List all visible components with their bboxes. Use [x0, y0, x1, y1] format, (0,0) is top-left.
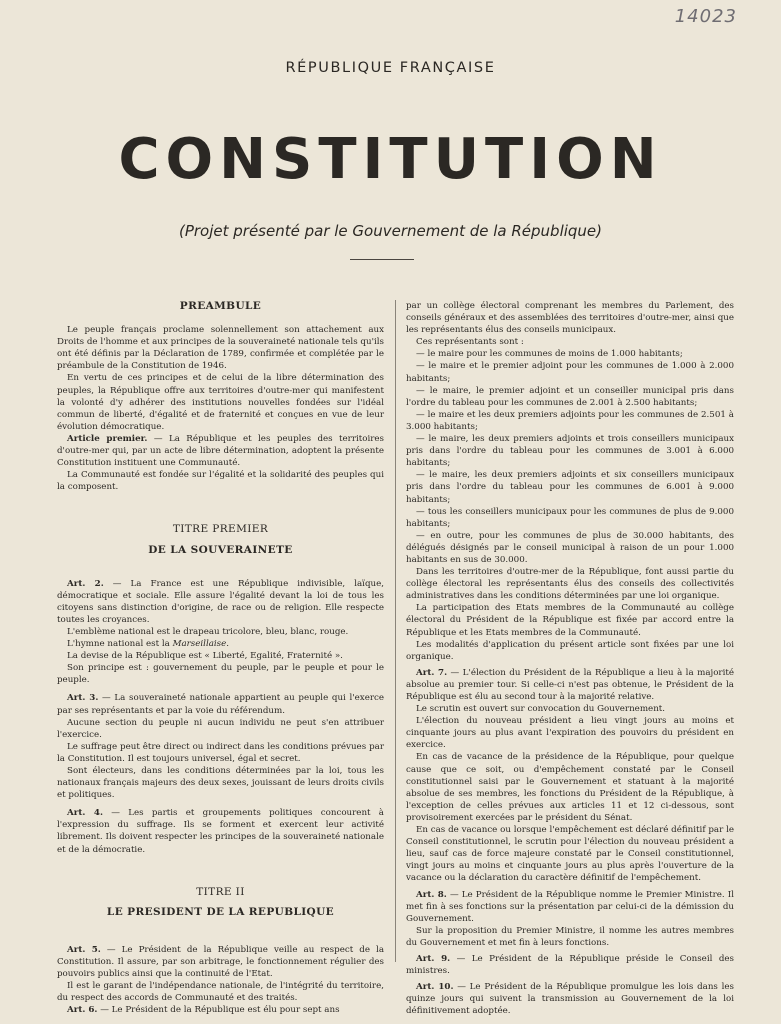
article-paragraph: Il est le garant de l'indépendance nationale, de l'intégrité du territoire, du respect des accords de Communauté et des traités. [57, 981, 384, 1004]
article-4: Art. 4. — Les partis et groupements politiques concourent à l'expression du suffrage. Ils se forment et exercent leur activité librement. Ils doivent respecter les principes de la souveraineté nationale et de la démocratie. [57, 808, 384, 855]
list-item: — le maire, les deux premiers adjoints et trois conseillers municipaux pris dans l'ordre du tableau pour les communes de 3.001 à 6.000 habitants; [406, 434, 734, 469]
article-label: Art. 2. [67, 578, 104, 589]
list-item: — le maire, le premier adjoint et un conseiller municipal pris dans l'ordre du tableau pour les communes de 2.001 à 2.500 habitants; [406, 385, 734, 408]
article-paragraph: Sont électeurs, dans les conditions déterminées par la loi, tous les nationaux français majeurs des deux sexes, jouissant de leurs droits civils et politiques. [57, 766, 384, 801]
article-paragraph: L'emblème national est le drapeau tricolore, bleu, blanc, rouge. [67, 626, 349, 637]
list-item: — en outre, pour les communes de plus de 30.000 habitants, des délégués désignés par le conseil municipal à raison de un pour 1.000 habitants en sus de 30.000. [406, 530, 734, 565]
list-item: — le maire pour les communes de moins de 1.000 habitants; [416, 349, 683, 360]
handwritten-note: 14023 [674, 6, 737, 27]
republic-heading: RÉPUBLIQUE FRANÇAISE [285, 60, 496, 76]
preamble-paragraph: Le peuple français proclame solennellement son attachement aux Droits de l'homme et aux principes de la souveraineté nationale tels qu'ils ont été définis par la Déclaration de 1789, confirmée et complétée par le préambule de la Constitution de 1946. [57, 325, 384, 372]
article-8: Art. 8. — Le Président de la République nomme le Premier Ministre. Il met fin à ses fonctions sur la présentation par celui-ci de la démission du Gouvernement. [406, 889, 734, 924]
article-label: Art. 7. [416, 667, 448, 678]
article-label: Art. 10. [416, 982, 454, 993]
article-paragraph: Sur la proposition du Premier Ministre, il nomme les autres membres du Gouvernement et met fin à leurs fonctions. [406, 925, 734, 948]
list-item: — tous les conseillers municipaux pour les communes de plus de 9.000 habitants; [406, 506, 734, 529]
article-paragraph: Dans les territoires d'outre-mer de la République, font aussi partie du collège électoral les représentants élus des conseils des collectivités administratives dans les conditions déterminées par une loi organique. [406, 567, 734, 602]
article-label: Art. 3. [67, 693, 99, 704]
title-rule [350, 259, 414, 260]
article-9: Art. 9. — Le Président de la République préside le Conseil des ministres. [406, 953, 734, 977]
article-label: Art. 5. [67, 944, 101, 955]
article-3: Art. 3. — La souveraineté nationale appartient au peuple qui l'exerce par ses représentants et par la voie du référendum. [57, 693, 384, 716]
left-column [57, 300, 384, 1016]
article-paragraph: par un collège électoral comprenant les membres du Parlement, des conseils généraux et des assemblées des territoires d'outre-mer, ainsi que les représentants élus des conseils municipaux. [406, 301, 734, 336]
article-label: Art. 9. [416, 953, 451, 964]
article-paragraph: L'élection du nouveau président a lieu vingt jours au moins et cinquante jours au plus avant l'expiration des pouvoirs du président en exercice. [406, 716, 734, 751]
article-paragraph: Ces représentants sont : [416, 337, 524, 348]
article-label: Art. 6. [67, 1005, 98, 1016]
article-paragraph: Aucune section du peuple ni aucun individu ne peut s'en attribuer l'exercice. [57, 717, 384, 740]
article-label: Article premier. [67, 433, 148, 444]
preamble-paragraph: En vertu de ces principes et de celui de la libre détermination des peuples, la République offre aux territoires d'outre-mer qui manifestent la volonté d'y adhérer des institutions nouvelles fondées sur l'idéal commun de liberté, d'égalité et de fraternité et conçues en vue de leur évolution démocratique. [57, 373, 384, 432]
right-column [406, 300, 734, 1017]
article-paragraph: En cas de vacance ou lorsque l'empêchement est déclaré définitif par le Conseil constitutionnel, le scrutin pour l'élection du nouveau président a lieu, sauf cas de force majeure constaté par le Conseil constitutionnel, vingt jours au moins et cinquante jours au plus après l'ouverture de la vacance ou la déclaration du caractère définitif de l'empêchement. [406, 825, 734, 884]
titre-name: LE PRESIDENT DE LA REPUBLIQUE [106, 905, 335, 918]
article-paragraph: Le suffrage peut être direct ou indirect dans les conditions prévues par la Constitution. Il est toujours universel, égal et secret. [57, 741, 384, 764]
article-10: Art. 10. — Le Président de la République promulgue les lois dans les quinze jours qui suivent la transmission au Gouvernement de la loi définitivement adoptée. [406, 982, 735, 1017]
article-paragraph: Le scrutin est ouvert sur convocation du Gouvernement. [416, 704, 666, 715]
article-paragraph: Les modalités d'application du présent article sont fixées par une loi organique. [406, 639, 734, 662]
article-paragraph: La participation des Etats membres de la Communauté au collège électoral du Président de la République est fixée par accord entre la République et les Etats membres de la Communauté. [406, 603, 734, 638]
document-title: CONSTITUTION [118, 127, 663, 192]
article-7: Art. 7. — L'élection du Président de la République a lieu à la majorité absolue au premier tour. Si celle-ci n'est pas obtenue, le Président de la République est élu au second tour à la majorité relative. [406, 667, 734, 702]
article-paragraph: L'hymne national est la Marseillaise. [67, 639, 230, 650]
article-5: Art. 5. — Le Président de la République veille au respect de la Constitution. Il assure, par son arbitrage, le fonctionnement régulier des pouvoirs publics ainsi que la continuité de l'Etat. [57, 944, 385, 980]
document-subtitle: (Projet présenté par le Gouvernement de la République) [178, 222, 603, 240]
column-divider [395, 300, 396, 962]
article-paragraph: La Communauté est fondée sur l'égalité et la solidarité des peuples qui la composent. [57, 470, 384, 493]
titre-name: DE LA SOUVERAINETE [148, 543, 293, 556]
article-paragraph: En cas de vacance de la présidence de la République, pour quelque cause que ce soit, ou d'empêchement constaté par le Conseil constitutionnel saisi par le Gouvernement et statuant à la majorité absolue de ses membres, les fonctions du Président de la République, à l'exception de celles prévues aux articles 11 et 12 ci-dessous, sont provisoirement exercées par le président du Sénat. [406, 752, 734, 823]
titre-heading: TITRE II [196, 885, 245, 898]
article-label: Art. 8. [416, 889, 447, 900]
article-6: Art. 6. — Le Président de la République est élu pour sept ans [67, 1005, 340, 1016]
article-2: Art. 2. — La France est une République indivisible, laïque, démocratique et sociale. Elle assure l'égalité devant la loi de tous les citoyens sans distinction d'origine, de race ou de religion. Elle respecte toutes les croyances. [57, 578, 384, 625]
article-label: Art. 4. [67, 808, 103, 819]
article-1: Article premier. — La République et les peuples des territoires d'outre-mer qui, par un acte de libre détermination, adoptent la présente Constitution instituent une Communauté. [57, 433, 385, 469]
titre-heading: TITRE PREMIER [172, 523, 269, 536]
list-item: — le maire et le premier adjoint pour les communes de 1.000 à 2.000 habitants; [406, 361, 734, 384]
preamble-title: PREAMBULE [179, 300, 262, 312]
list-item: — le maire et les deux premiers adjoints pour les communes de 2.501 à 3.000 habitants; [406, 409, 734, 432]
article-paragraph: Son principe est : gouvernement du peuple, par le peuple et pour le peuple. [57, 663, 384, 686]
list-item: — le maire, les deux premiers adjoints et six conseillers municipaux pris dans l'ordre du tableau pour les communes de 6.001 à 9.000 habitants; [406, 470, 734, 505]
article-paragraph: La devise de la République est « Liberté, Egalité, Fraternité ». [67, 651, 343, 662]
